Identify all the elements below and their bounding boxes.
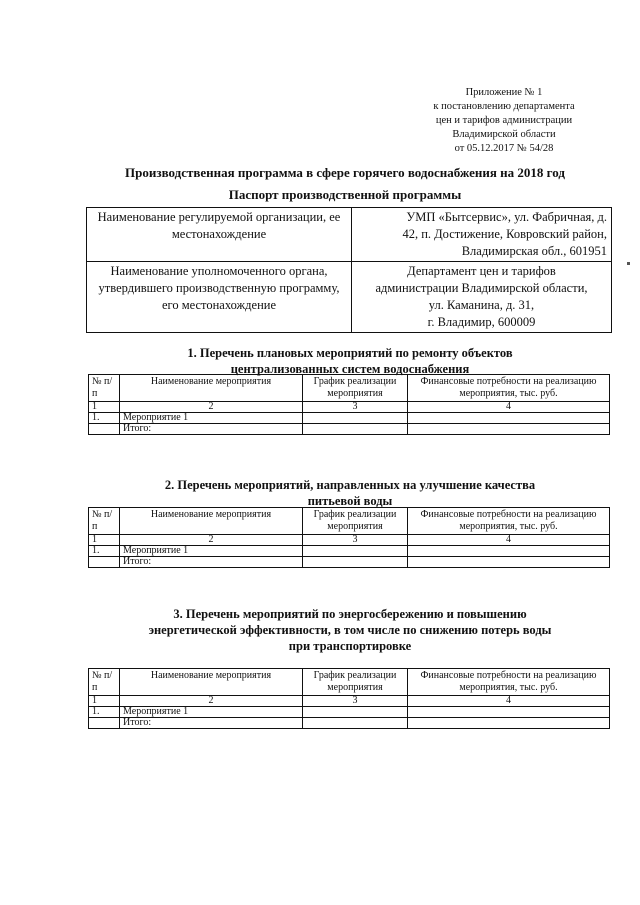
- section-heading: [100, 345, 600, 377]
- appendix-line: к постановлению департамента: [433, 101, 575, 112]
- table-row: [89, 413, 610, 424]
- header-num: № п/п: [89, 375, 120, 402]
- measures-table: [88, 374, 610, 435]
- column-numbers-row: [89, 402, 610, 413]
- item-schedule: [303, 413, 408, 424]
- item-finance: [408, 707, 610, 718]
- total-row: [89, 424, 610, 435]
- section-heading: [100, 606, 600, 654]
- total-schedule: [303, 718, 408, 729]
- appendix-line: Приложение № 1: [465, 87, 543, 98]
- header-schedule: График реализации мероприятия: [303, 375, 408, 402]
- total-empty: [89, 557, 120, 568]
- item-name: Мероприятие 1: [120, 707, 303, 718]
- appendix-block: [380, 86, 628, 156]
- passport-label: Наименование регулируемой организации, ее местонахождение: [87, 208, 352, 262]
- column-number: 4: [408, 402, 610, 413]
- column-numbers-row: [89, 535, 610, 546]
- section-heading-line: 2. Перечень мероприятий, направленных на улучшение качества: [164, 478, 536, 492]
- measures-table: [88, 668, 610, 729]
- scan-speck: [627, 262, 630, 265]
- column-number: 1: [89, 402, 120, 413]
- header-schedule: График реализации мероприятия: [303, 508, 408, 535]
- column-number: 2: [120, 402, 303, 413]
- document-subtitle: Паспорт производственной программы: [228, 187, 462, 202]
- column-number: 3: [303, 696, 408, 707]
- measures-table: [88, 507, 610, 568]
- passport-value: [352, 262, 612, 333]
- total-schedule: [303, 424, 408, 435]
- total-finance: [408, 718, 610, 729]
- section-heading-line: при транспортировке: [288, 639, 412, 653]
- total-row: [89, 557, 610, 568]
- column-number: 4: [408, 696, 610, 707]
- column-number: 3: [303, 535, 408, 546]
- header-num: № п/п: [89, 669, 120, 696]
- passport-value: [352, 208, 612, 262]
- total-label: Итого:: [120, 557, 303, 568]
- document-title: Производственная программа в сфере горячего водоснабжения на 2018 год: [125, 165, 565, 180]
- table-row: [89, 707, 610, 718]
- total-label: Итого:: [120, 424, 303, 435]
- header-finance: Финансовые потребности на реализацию мероприятия, тыс. руб.: [408, 669, 610, 696]
- header-num: № п/п: [89, 508, 120, 535]
- header-finance: Финансовые потребности на реализацию мероприятия, тыс. руб.: [408, 508, 610, 535]
- column-numbers-row: [89, 696, 610, 707]
- total-label: Итого:: [120, 718, 303, 729]
- header-finance: Финансовые потребности на реализацию мероприятия, тыс. руб.: [408, 375, 610, 402]
- table-row: [89, 546, 610, 557]
- item-name: Мероприятие 1: [120, 413, 303, 424]
- total-finance: [408, 557, 610, 568]
- header-name: Наименование мероприятия: [120, 508, 303, 535]
- header-name: Наименование мероприятия: [120, 669, 303, 696]
- passport-table: [86, 207, 612, 333]
- column-number: 1: [89, 696, 120, 707]
- item-finance: [408, 546, 610, 557]
- section-heading-line: централизованных систем водоснабжения: [230, 362, 470, 376]
- section-heading: [100, 477, 600, 509]
- item-schedule: [303, 707, 408, 718]
- item-name: Мероприятие 1: [120, 546, 303, 557]
- total-empty: [89, 718, 120, 729]
- item-schedule: [303, 546, 408, 557]
- table-header-row: [89, 669, 610, 696]
- passport-value-line: г. Владимир, 600009: [427, 315, 536, 329]
- column-number: 1: [89, 535, 120, 546]
- total-schedule: [303, 557, 408, 568]
- item-number: 1.: [89, 413, 120, 424]
- column-number: 2: [120, 696, 303, 707]
- appendix-line: от 05.12.2017 № 54/28: [454, 143, 554, 154]
- passport-row: [87, 262, 612, 333]
- appendix-line: цен и тарифов администрации: [435, 115, 573, 126]
- section-heading-line: 1. Перечень плановых мероприятий по ремонту объектов: [187, 346, 513, 360]
- passport-label: Наименование уполномоченного органа, утвердившего производственную программу, его местонахождение: [87, 262, 352, 333]
- passport-value-line: 42, п. Достижение, Ковровский район,: [402, 227, 607, 241]
- column-number: 4: [408, 535, 610, 546]
- column-number: 3: [303, 402, 408, 413]
- column-number: 2: [120, 535, 303, 546]
- total-empty: [89, 424, 120, 435]
- item-number: 1.: [89, 546, 120, 557]
- total-finance: [408, 424, 610, 435]
- section-heading-line: 3. Перечень мероприятий по энергосбережению и повышению: [173, 607, 527, 621]
- table-header-row: [89, 375, 610, 402]
- section-heading-line: питьевой воды: [307, 494, 393, 508]
- passport-row: [87, 208, 612, 262]
- appendix-line: Владимирской области: [452, 129, 556, 140]
- total-row: [89, 718, 610, 729]
- table-header-row: [89, 508, 610, 535]
- header-name: Наименование мероприятия: [120, 375, 303, 402]
- item-number: 1.: [89, 707, 120, 718]
- passport-value-line: УМП «Бытсервис», ул. Фабричная, д.: [406, 210, 607, 224]
- passport-value-line: администрации Владимирской области,: [375, 281, 588, 295]
- item-finance: [408, 413, 610, 424]
- passport-value-line: Владимирская обл., 601951: [461, 244, 607, 258]
- header-schedule: График реализации мероприятия: [303, 669, 408, 696]
- passport-value-line: ул. Каманина, д. 31,: [428, 298, 535, 312]
- passport-value-line: Департамент цен и тарифов: [407, 264, 556, 278]
- section-heading-line: энергетической эффективности, в том числе по снижению потерь воды: [148, 623, 552, 637]
